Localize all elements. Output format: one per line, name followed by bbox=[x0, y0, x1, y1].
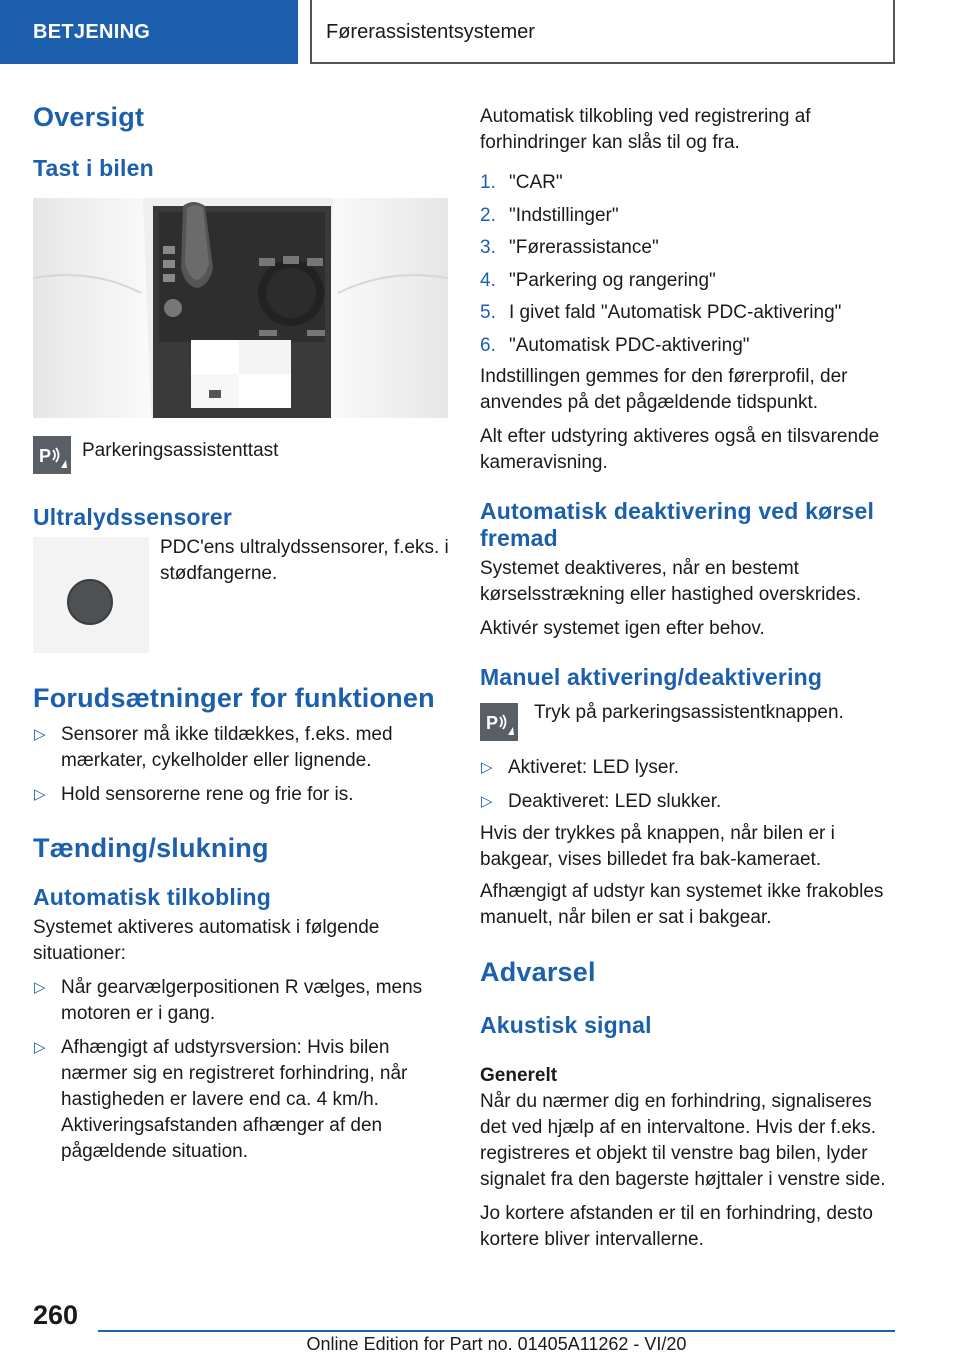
svg-text:P: P bbox=[486, 713, 499, 733]
icon-caption: Parkeringsassistenttast bbox=[82, 440, 279, 461]
footer-edition: Online Edition for Part no. 01405A11262 - VI/20 bbox=[306, 1334, 687, 1354]
chapter-title: Førerassistentsystemer bbox=[311, 0, 895, 64]
reverse-text: Hvis der trykkes på knappen, når bilen er i bakgear, vises billedet fra bak-kameraet. bbox=[480, 823, 835, 870]
sensor-row bbox=[33, 537, 449, 653]
auto-on-text: Systemet aktiveres automatisk i følgende situationer: bbox=[33, 917, 380, 964]
list-item: ▷ Afhængigt af udstyrsversion: Hvis bilen nærmer sig en registreret forhindring, når hastigheden er lavere end ca. 4 km/h. Aktiveringsafstanden afhænger af den pågældende situation. bbox=[34, 1037, 408, 1162]
heading-acoustic: Akustisk signal bbox=[480, 1012, 652, 1038]
manual-text: Tryk på parkeringsassistentknappen. bbox=[534, 702, 844, 723]
auto-on-list bbox=[33, 975, 449, 1165]
parking-assist-icon bbox=[33, 436, 71, 474]
triangle-bullet-icon: ▷ bbox=[481, 793, 493, 810]
heading-manual: Manuel aktivering/deaktivering bbox=[480, 664, 823, 690]
heading-auto-on: Automatisk tilkobling bbox=[33, 884, 272, 910]
svg-text:P: P bbox=[39, 446, 52, 466]
list-item: ▷ Sensorer må ikke tildækkes, f.eks. med mærkater, cykelholder eller lignende. bbox=[34, 724, 393, 771]
gear-console-image bbox=[33, 198, 448, 418]
manual-row bbox=[480, 703, 896, 741]
manual-off-text: Afhængigt af udstyr kan systemet ikke frakobles manuelt, når bilen er sat i bakgear. bbox=[480, 881, 884, 928]
triangle-bullet-icon: ▷ bbox=[34, 726, 46, 743]
triangle-bullet-icon: ▷ bbox=[481, 759, 493, 776]
list-item: ▷ Når gearvælgerpositionen R vælges, mens motoren er i gang. bbox=[34, 977, 423, 1024]
prerequisites-list bbox=[33, 722, 449, 808]
distance-text: Jo kortere afstanden er til en forhindring, desto kortere bliver intervallerne. bbox=[480, 1203, 873, 1250]
icon-caption-row bbox=[33, 436, 449, 474]
heading-prerequisites: Forudsætninger for funktionen bbox=[33, 683, 435, 713]
list-item: ▷ Deaktiveret: LED slukker. bbox=[480, 789, 896, 815]
manual-list bbox=[480, 755, 896, 815]
section-tab: BETJENING bbox=[0, 0, 298, 64]
camera-text: Alt efter udstyring aktiveres også en tilsvarende kameravisning. bbox=[480, 426, 880, 473]
heading-on-off: Tænding/slukning bbox=[33, 833, 269, 863]
heading-overview: Oversigt bbox=[33, 102, 145, 132]
triangle-bullet-icon: ▷ bbox=[34, 786, 46, 803]
step-item: 1. "CAR" bbox=[480, 172, 563, 193]
step-item: 6. "Automatisk PDC-aktivering" bbox=[480, 334, 750, 356]
triangle-bullet-icon: ▷ bbox=[34, 979, 46, 996]
triangle-bullet-icon: ▷ bbox=[34, 1039, 46, 1056]
heading-auto-off: Automatisk deaktivering ved kørsel fremad bbox=[480, 498, 875, 551]
right-column bbox=[480, 104, 896, 1253]
auto-off-text-1: Systemet deaktiveres, når en bestemt kørselsstrækning eller hastighed overskrides. bbox=[480, 558, 862, 605]
saved-text: Indstillingen gemmes for den førerprofil, der anvendes på det pågældende tidspunkt. bbox=[480, 366, 848, 413]
auto-off-text-2: Aktivér systemet igen efter behov. bbox=[480, 618, 765, 639]
step-item: 3. "Førerassistance" bbox=[480, 237, 659, 258]
heading-warning: Advarsel bbox=[480, 957, 596, 987]
page-number: 260 bbox=[33, 1300, 79, 1330]
step-item: 5. I givet fald "Automatisk PDC-aktivering" bbox=[480, 302, 842, 323]
heading-button-in-car: Tast i bilen bbox=[33, 155, 154, 181]
sensor-image bbox=[33, 537, 149, 653]
footer-divider bbox=[98, 1330, 895, 1332]
sensor-text: PDC'ens ultralydssensorer, f.eks. i stødfangerne. bbox=[160, 537, 449, 584]
page-header bbox=[0, 0, 960, 66]
parking-assist-icon bbox=[480, 703, 518, 741]
heading-sensors: Ultralydssensorer bbox=[33, 504, 232, 530]
intro-text: Automatisk tilkobling ved registrering af forhindringer kan slås til og fra. bbox=[480, 106, 811, 153]
list-item: ▷ Hold sensorerne rene og frie for is. bbox=[33, 782, 449, 808]
step-item: 2. "Indstillinger" bbox=[480, 204, 619, 226]
step-item: 4. "Parkering og rangering" bbox=[480, 269, 716, 291]
heading-general: Generelt bbox=[480, 1065, 558, 1086]
console-illustration bbox=[33, 198, 448, 418]
settings-steps bbox=[480, 170, 896, 359]
left-column bbox=[33, 96, 449, 1173]
general-text: Når du nærmer dig en forhindring, signaliseres det ved hjælp af en intervaltone. Hvis der f.eks. registreres et objekt til venstre bag bilen, lyder signalet fra den bagerste højttaler i venstre side. bbox=[480, 1091, 886, 1190]
list-item: ▷ Aktiveret: LED lyser. bbox=[480, 755, 896, 781]
